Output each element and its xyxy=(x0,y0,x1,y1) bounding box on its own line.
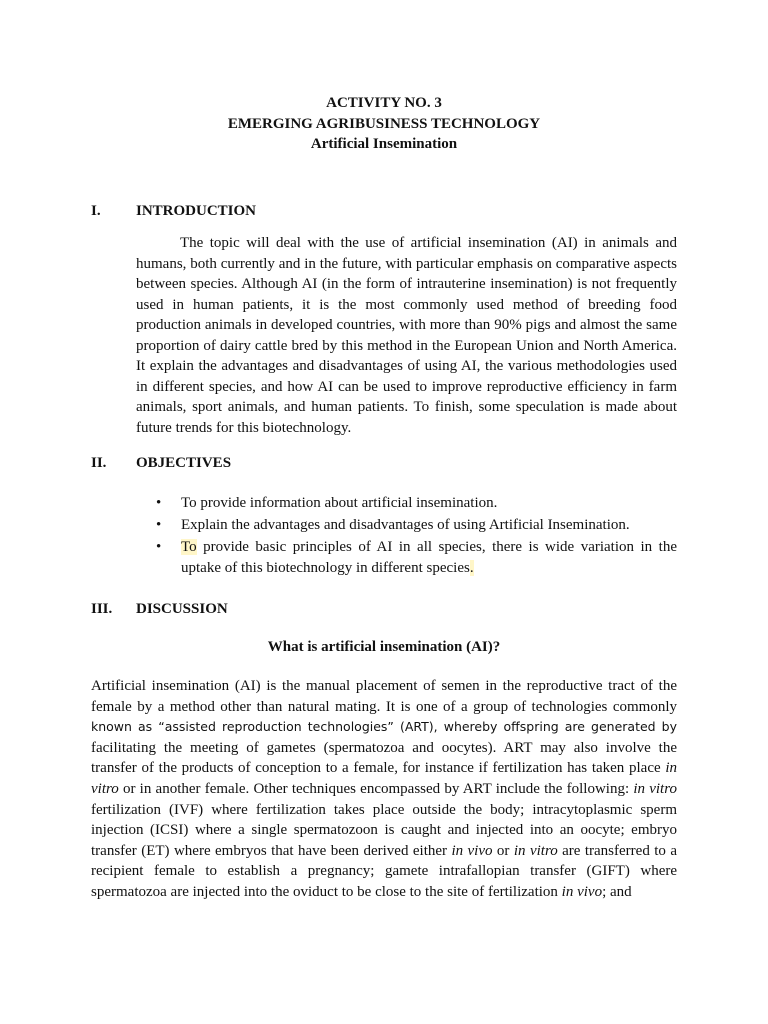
list-item xyxy=(136,515,677,536)
paragraph-text: or in another female. Other techniques encompassed by ART include the following: xyxy=(118,780,634,797)
section-number-objectives: II. xyxy=(91,455,107,471)
paragraph-text: ; and xyxy=(602,883,632,900)
document-subtitle: Artificial Insemination xyxy=(310,136,458,152)
italic-term: in vitro xyxy=(91,760,677,797)
activity-number: ACTIVITY NO. 3 xyxy=(326,95,442,111)
intro-paragraph: The topic will deal with the use of artificial insemination (AI) in animals and humans, both currently and in the future, with particular emphasis on comparative aspects between species. Although AI (in the form of intrauterine insemination) is not frequently used in human patients, it is the most commonly used method of breeding food production animals in developed countries, with more than 90% pigs and almost the same proportion of dairy cattle bred by this method in the European Union and North America. It explain the advantages and disadvantages of using AI, the various methodologies used in different species, and how AI can be used to improve reproductive efficiency in farm animals, sport animals, and human patients. To finish, some speculation is made about future trends for this biotechnology. xyxy=(136,235,677,436)
italic-term: in vitro xyxy=(633,780,677,797)
objective-text: Explain the advantages and disadvantages of using Artificial Insemination. xyxy=(181,517,630,533)
discussion-subheading: What is artificial insemination (AI)? xyxy=(267,639,501,655)
list-item xyxy=(136,493,677,514)
section-number-discussion: III. xyxy=(91,601,113,617)
paragraph-text: facilitating the meeting of gametes (spermatozoa and oocytes). ART may also involve the transfer of the products of conception to a female, for instance if fertilization has taken place xyxy=(91,739,677,777)
italic-term: in vivo xyxy=(451,842,493,859)
bullet-icon: • xyxy=(156,517,162,533)
section-title-objectives: OBJECTIVES xyxy=(136,455,232,471)
paragraph-text: are transferred to a recipient female to establish a pregnancy; gamete intrafallopian transfer (GIFT) where spermatozoa are injected into the oviduct to be close to the site of fertilization xyxy=(91,842,677,900)
list-item xyxy=(136,537,677,579)
paragraph-text: Artificial insemination (AI) is the manual placement of semen in the reproductive tract of the female by a method other than natural mating. It is one of a group of technologies commonly xyxy=(91,678,677,715)
section-number-intro: I. xyxy=(91,203,101,219)
highlighted-text: To xyxy=(181,539,197,555)
objectives-list xyxy=(136,493,677,580)
bullet-icon: • xyxy=(156,495,162,511)
paragraph-text-sans: known as “assisted reproduction technologies” (ART), whereby offspring are generated by xyxy=(91,719,677,735)
objective-text: To provide information about artificial insemination. xyxy=(181,495,498,511)
italic-term: in vivo xyxy=(561,883,603,900)
document-title: EMERGING AGRIBUSINESS TECHNOLOGY xyxy=(227,116,541,132)
discussion-paragraph xyxy=(91,676,677,903)
objective-text: provide basic principles of AI in all species, there is wide variation in the uptake of this biotechnology in different species xyxy=(181,539,677,576)
paragraph-text: fertilization (IVF) where fertilization takes place outside the body; intracytoplasmic sperm injection (ICSI) where a single spermatozoon is caught and injected into an oocyte; embryo transfer (ET) where embryos that have been derived either xyxy=(91,801,677,859)
bullet-icon: • xyxy=(156,539,162,555)
paragraph-text: or xyxy=(492,842,514,859)
italic-term: in vitro xyxy=(513,842,558,859)
section-title-intro: INTRODUCTION xyxy=(136,203,257,219)
highlighted-text: . xyxy=(469,560,474,576)
section-title-discussion: DISCUSSION xyxy=(136,601,228,617)
